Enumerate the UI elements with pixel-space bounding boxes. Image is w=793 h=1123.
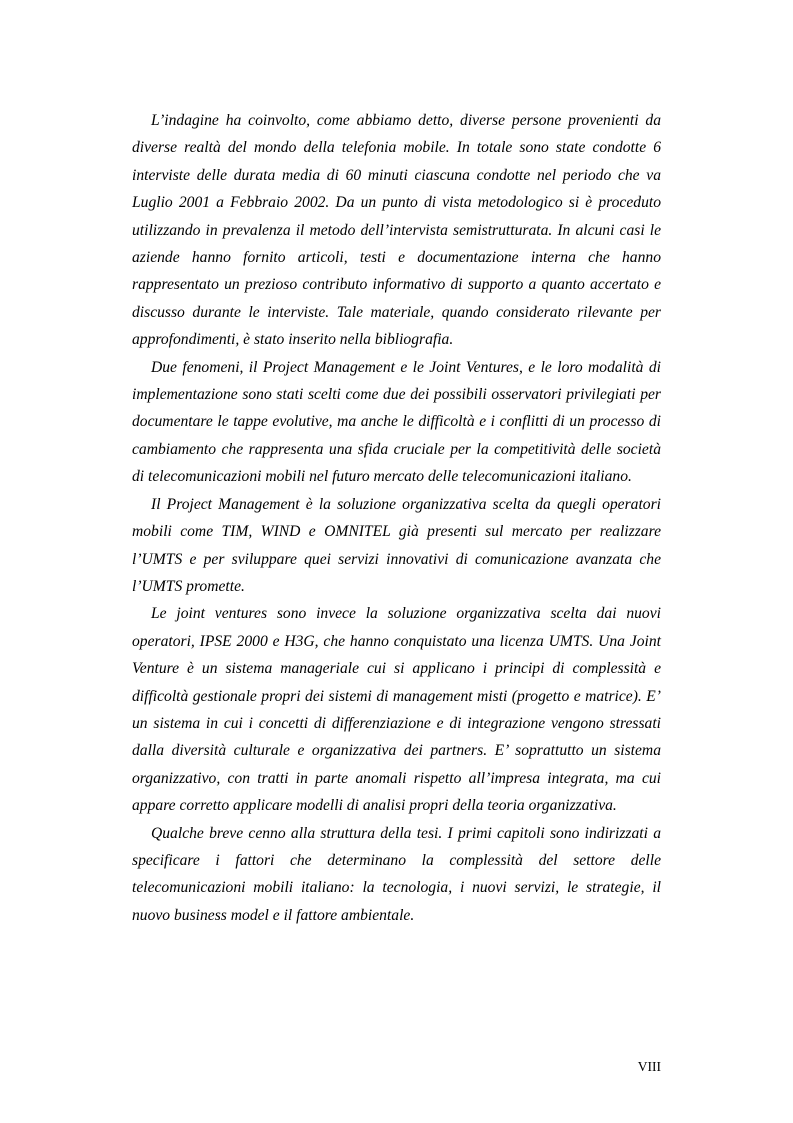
paragraph-methodology: L’indagine ha coinvolto, come abbiamo detto, diverse persone provenienti da diverse realtà del mondo della telefonia mobile. In totale sono state condotte 6 interviste delle durata media di 60 minuti ciascuna condotte nel periodo che va Luglio 2001 a Febbraio 2002. Da un punto di vista metodologico si è proceduto utilizzando in prevalenza il metodo dell’intervista semistrutturata. In alcuni casi le aziende hanno fornito articoli, testi e documentazione interna che hanno rappresentato un prezioso contributo informativo di supporto a quanto accertato e discusso durante le interviste. Tale materiale, quando considerato rilevante per approfondimenti, è stato inserito nella bibliografia. (132, 112, 661, 349)
paragraph-thesis-structure: Qualche breve cenno alla struttura della tesi. I primi capitoli sono indirizzati a specificare i fattori che determinano la complessità del settore delle telecomunicazioni mobili italiano: la tecnologia, i nuovi servizi, le strategie, il nuovo business model e il fattore ambientale. (132, 824, 661, 924)
paragraph-phenomena: Due fenomeni, il Project Management e le Joint Ventures, e le loro modalità di implementazione sono stati scelti come due dei possibili osservatori privilegiati per documentare le tappe evolutive, ma anche le difficoltà e i conflitti di un processo di cambiamento che rappresenta una sfida cruciale per la competitività delle società di telecomunicazioni mobili nel futuro mercato delle telecomunicazioni italiano. (132, 358, 661, 486)
page-number: VIII (637, 1059, 661, 1074)
paragraph-project-management: Il Project Management è la soluzione organizzativa scelta da quegli operatori mobili come TIM, WIND e OMNITEL già presenti sul mercato per realizzare l’UMTS e per sviluppare quei servizi innovativi di comunicazione avanzata che l’UMTS promette. (132, 495, 661, 595)
paragraph-joint-ventures: Le joint ventures sono invece la soluzione organizzativa scelta dai nuovi operatori, IPSE 2000 e H3G, che hanno conquistato una licenza UMTS. Una Joint Venture è un sistema manageriale cui si applicano i principi di complessità e difficoltà gestionale propri dei sistemi di management misti (progetto e matrice). E’ un sistema in cui i concetti di differenziazione e di integrazione vengono stressati dalla diversità culturale e organizzativa dei partners. E’ soprattutto un sistema organizzativo, con tratti in parte anomali rispetto all’impresa integrata, ma cui appare corretto applicare modelli di analisi propri della teoria organizzativa. (132, 605, 661, 815)
page-body (132, 107, 661, 929)
